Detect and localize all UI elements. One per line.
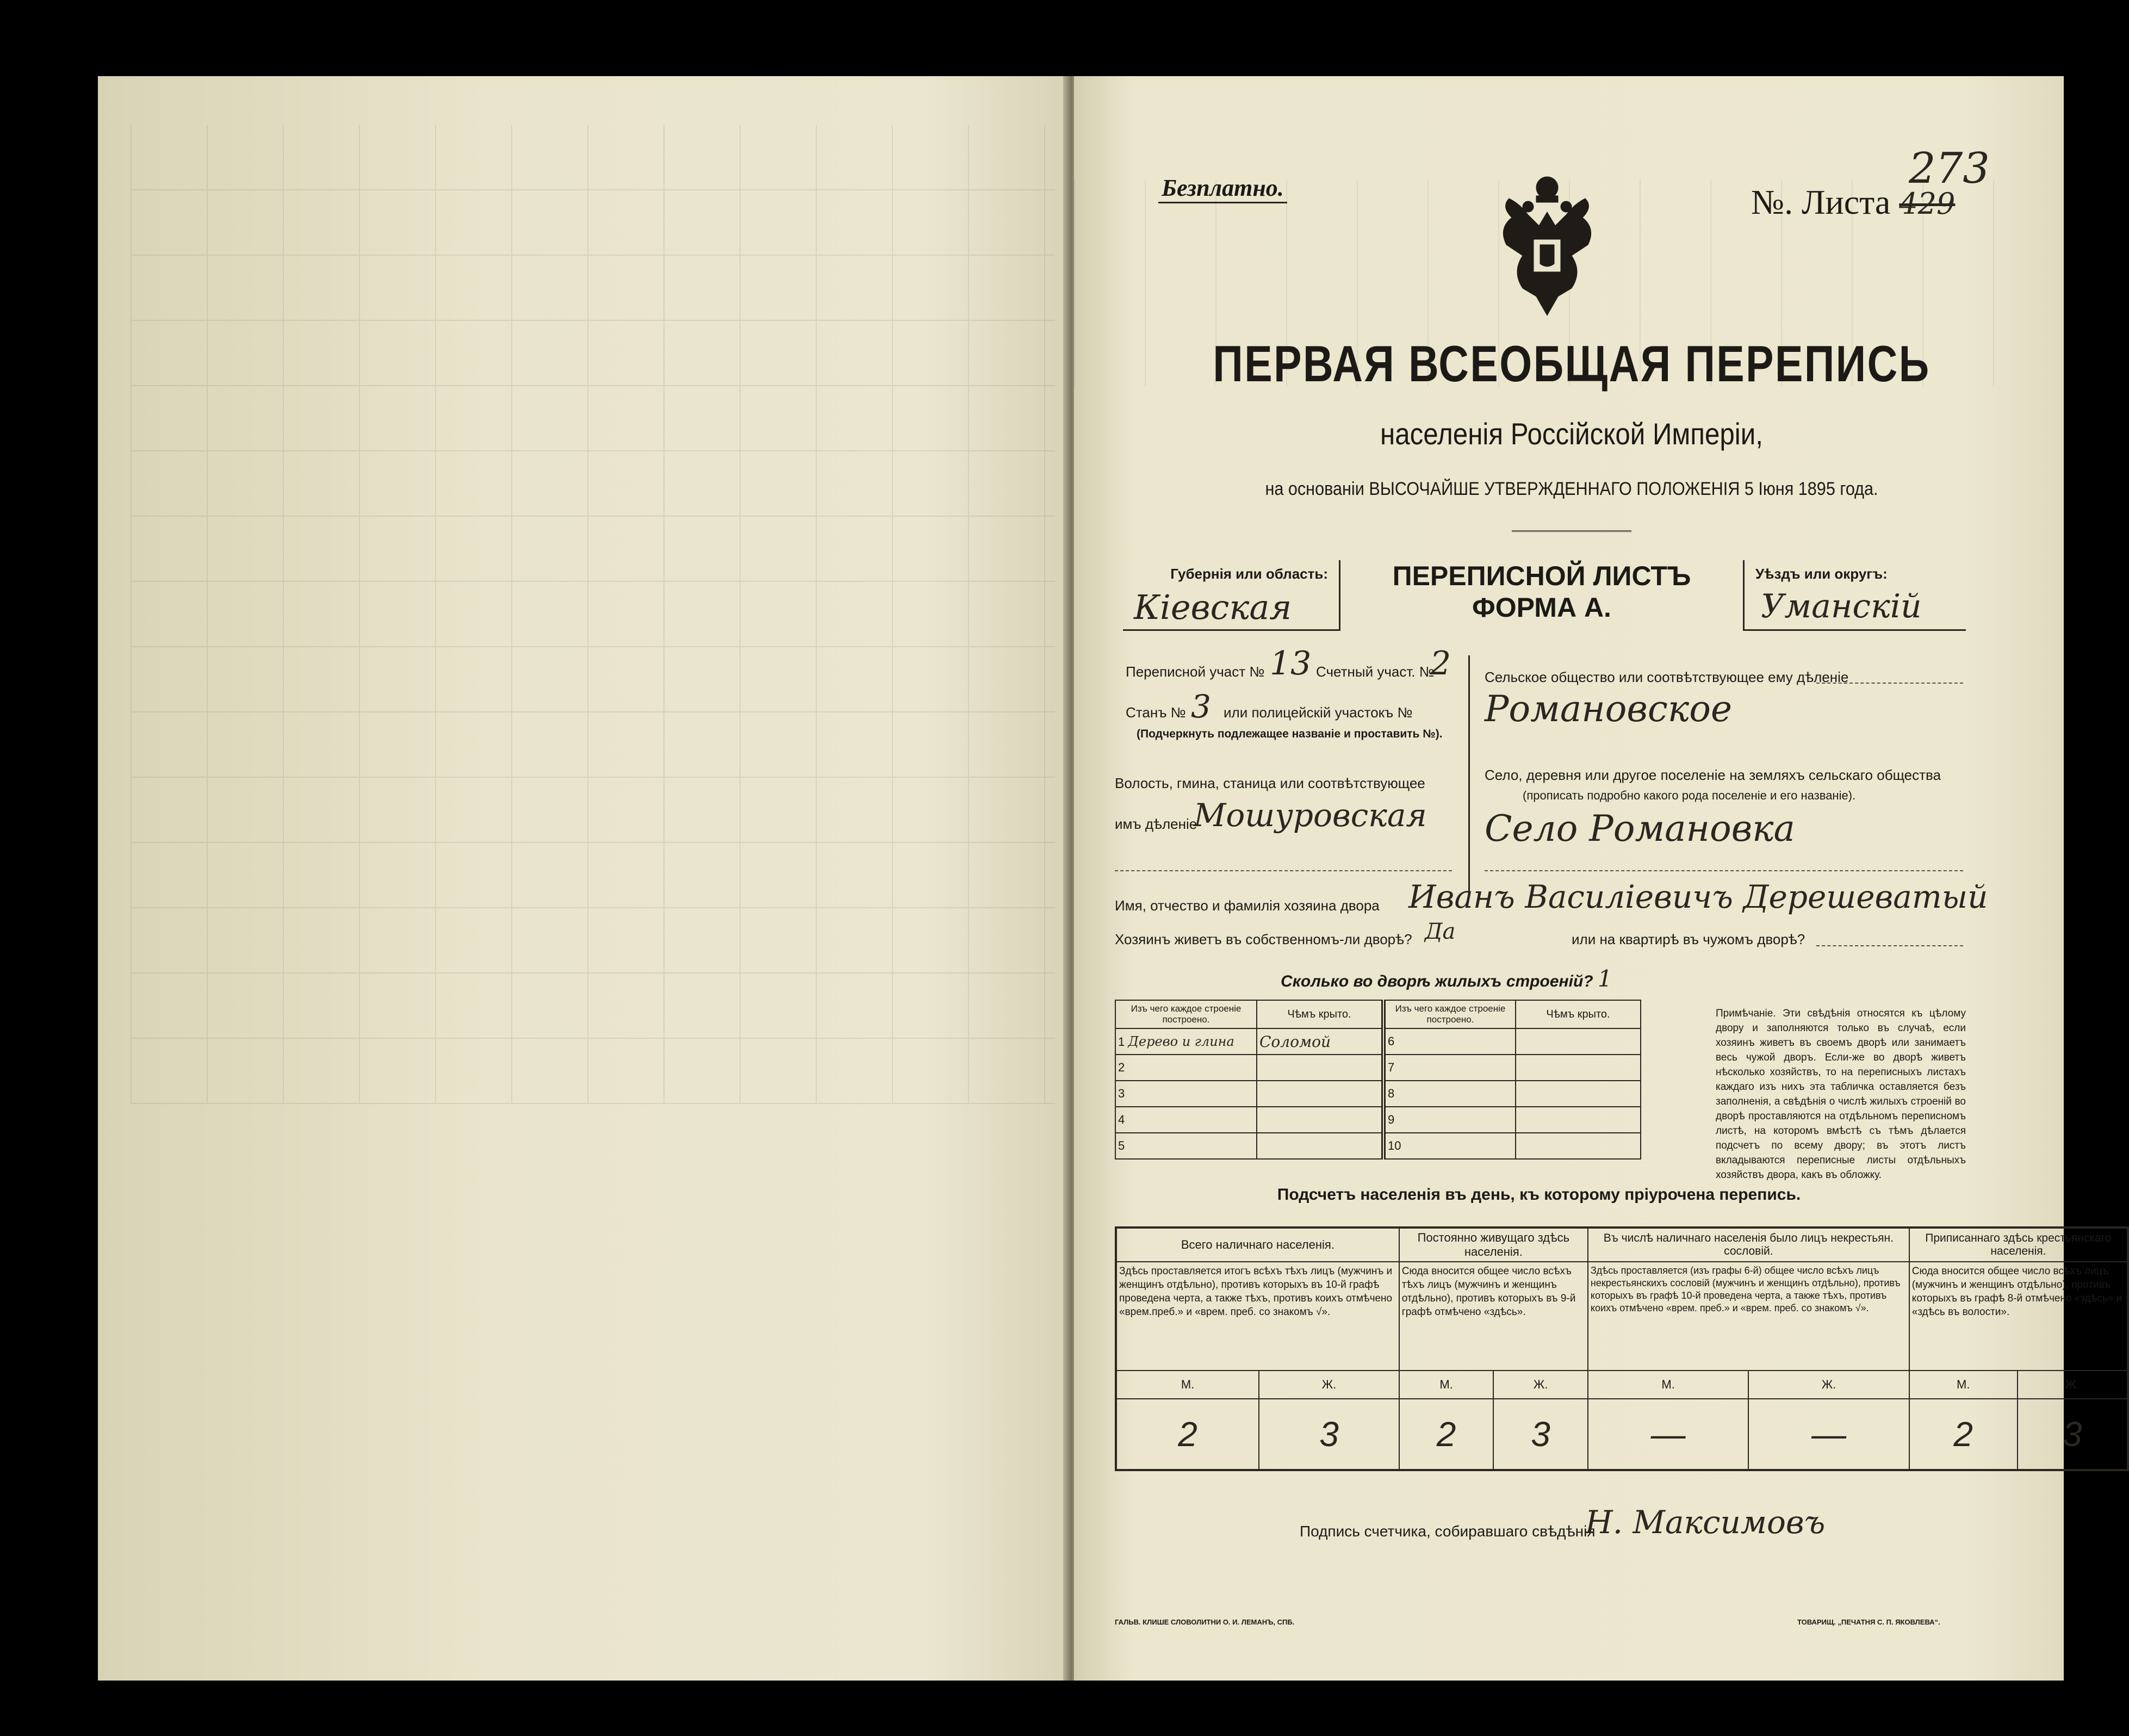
col-3-female-count: — xyxy=(1748,1399,1909,1470)
volost-label: Волость, гмина, станица или соотвѣтствующее xyxy=(1115,775,1425,791)
building-row-3: 3 8 xyxy=(1115,1081,1641,1107)
col-1-male-count: 2 xyxy=(1116,1399,1259,1470)
census-area-value: 13 xyxy=(1270,644,1312,683)
district-label: Уѣздъ или округъ: xyxy=(1755,566,1888,582)
building-row-1: 1 Дерево и глина Соломой 6 xyxy=(1115,1028,1641,1055)
society-value: Романовское xyxy=(1485,688,1733,730)
signature-value: Н. Максимовъ xyxy=(1585,1504,1826,1541)
ornament-divider xyxy=(1512,530,1631,532)
m-label: М. xyxy=(1116,1371,1259,1399)
village-value: Село Романовка xyxy=(1485,808,1795,850)
building-row-5: 5 10 xyxy=(1115,1133,1641,1159)
col-3-male-count: — xyxy=(1588,1399,1748,1470)
village-note: (прописать подробно какого рода поселеніе и его названіе). xyxy=(1523,789,1856,802)
f-label: Ж. xyxy=(1259,1371,1399,1399)
signature-label: Подпись счетчика, собиравшаго свѣдѣнія xyxy=(1300,1523,1596,1540)
underline-note: (Подчеркнуть подлежащее названіе и проставить №). xyxy=(1137,728,1443,740)
buildings-count-value: 1 xyxy=(1597,965,1612,992)
owner-lives-label: Хозяинъ живетъ въ собственномъ-ли дворѣ? xyxy=(1115,931,1412,947)
footer-left-printer: ГАЛЬВ. КЛИШЕ СЛОВОЛИТНИ О. И. ЛЕМАНЪ, СПБ. xyxy=(1115,1618,1295,1626)
province-label: Губернія или область: xyxy=(1170,566,1328,582)
census-area-label: Переписной участ № xyxy=(1126,664,1265,680)
owner-name-label: Имя, отчество и фамилія хозяина двора xyxy=(1115,897,1380,914)
building-1-material: Дерево и глина xyxy=(1128,1034,1234,1049)
owner-name-value: Иванъ Василіевичъ Дерешеватый xyxy=(1408,878,1988,915)
stan-label: Станъ № xyxy=(1126,704,1186,721)
building-row-4: 4 9 xyxy=(1115,1107,1641,1133)
summary-col-1-desc: Здѣсь проставляется итогъ всѣхъ тѣхъ лицъ (мужчинъ и женщинъ отдѣльно), противъ которыхъ въ 10-й графѣ проведена черта, а также тѣхъ, противъ коихъ отмѣчено «врем.преб.» и «врем. преб. со знакомъ √». xyxy=(1116,1262,1399,1371)
header-roof: Чѣмъ крыто. xyxy=(1257,1000,1383,1028)
province-box xyxy=(1123,560,1340,631)
society-label: Сельское общество или соотвѣтствующее ему дѣленіе xyxy=(1485,669,1849,685)
summary-col-4-desc: Сюда вносится общее число всѣхъ лицъ (мужчинъ и женщинъ отдѣльно), противъ которыхъ въ графѣ 8-й отмѣчено «здѣсь» и «здѣсь въ волости». xyxy=(1909,1262,2128,1371)
owner-rent-line xyxy=(1816,945,1963,946)
summary-col-3-head: Въ числѣ наличнаго населенія было лицъ некрестьян. сословій. xyxy=(1588,1227,1909,1262)
summary-col-1-head: Всего наличнаго населенія. xyxy=(1116,1227,1399,1262)
col-4-male-count: 2 xyxy=(1909,1399,2018,1470)
buildings-table xyxy=(1115,1000,1641,1160)
col-2-male-count: 2 xyxy=(1399,1399,1494,1470)
owner-rent-label: или на квартирѣ въ чужомъ дворѣ? xyxy=(1572,931,1805,947)
summary-col-2-head: Постоянно живущаго здѣсь населенія. xyxy=(1399,1227,1588,1262)
province-value: Кіевская xyxy=(1134,587,1292,627)
buildings-count-question: Сколько во дворѣ жилыхъ строеній? 1 xyxy=(1281,965,1612,992)
sheet-number-label: №. Листа 429 xyxy=(1751,183,1956,221)
count-area-label: Счетный участ. № xyxy=(1316,664,1435,680)
buildings-note: Примѣчаніе. Эти свѣдѣнія относятся къ цѣлому двору и заполняются только въ случаѣ, если хозяинъ живетъ въ своемъ дворѣ или занимаетъ весь чужой дворъ. Если-же во дворѣ живетъ нѣсколько хозяйствъ, то на переписныхъ листахъ каждаго изъ нихъ эта табличка оставляется безъ заполненія, а свѣдѣнія о числѣ жилыхъ строеній во дворѣ проставляются на отдѣльномъ переписномъ листѣ, на которомъ вмѣстѣ съ тѣмъ дѣлается подсчетъ по всему двору; въ этотъ листъ вкладываются переписные листы отдѣльныхъ хозяйствъ двора, какъ въ обложку. xyxy=(1716,1008,1966,1181)
sheet-title-box xyxy=(1340,555,1743,636)
volost-value: Мошуровская xyxy=(1194,797,1427,834)
legal-basis-line: на основаніи ВЫСОЧАЙШЕ УТВЕРЖДЕННАГО ПОЛОЖЕНІЯ 5 Іюня 1895 года. xyxy=(1265,479,1878,499)
double-headed-eagle-emblem xyxy=(1490,174,1604,326)
col-1-female-count: 3 xyxy=(1259,1399,1399,1470)
building-row-2: 2 7 xyxy=(1115,1055,1641,1081)
owner-lives-value: Да xyxy=(1425,919,1456,944)
village-dotted-line xyxy=(1485,870,1963,871)
field-divider xyxy=(1468,655,1470,895)
district-box xyxy=(1743,560,1966,631)
free-label: Безплатно. xyxy=(1158,174,1287,203)
sheet-title: ПЕРЕПИСНОЙ ЛИСТЪ xyxy=(1392,561,1691,591)
header-roof-2: Чѣмъ крыто. xyxy=(1516,1000,1641,1028)
summary-col-3-desc: Здѣсь проставляется (изъ графы 6-й) общее число всѣхъ лицъ некрестьянскихъ сословій (мужчинъ и женщинъ отдѣльно), противъ которыхъ въ графѣ 10-й проведена черта, а также тѣхъ, противъ коихъ отмѣчено «врем. преб.» и «врем. преб. со знакомъ √». xyxy=(1588,1262,1909,1371)
district-value: Уманскій xyxy=(1761,587,1922,625)
volost-label-2: имъ дѣленіе xyxy=(1115,816,1197,832)
census-subtitle: населенія Россійской Имперіи, xyxy=(1380,417,1763,451)
summary-col-4-head: Приписаннаго здѣсь крестьянскаго населенія. xyxy=(1909,1227,2128,1262)
left-page-show-through-grid xyxy=(131,125,1055,1104)
summary-table: Всего наличнаго населенія. Постоянно живущаго здѣсь населенія. Въ числѣ наличнаго населенія было лицъ некрестьян. сословій. Приписаннаго здѣсь крестьянскаго населенія. Здѣсь проставляется итогъ всѣхъ тѣхъ лицъ (мужчинъ и женщинъ отдѣльно), противъ которыхъ въ 10-й графѣ проведена черта, а также тѣхъ, противъ коихъ отмѣчено «врем.преб.» и «врем. преб. со знакомъ √». Сюда вносится общее число всѣхъ тѣхъ лицъ (мужчинъ и женщинъ отдѣльно), противъ которыхъ въ 9-й графѣ отмѣчено «здѣсь». Здѣсь проставляется (изъ графы 6-й) общее число всѣхъ лицъ некрестьянскихъ сословій (мужчинъ и женщинъ отдѣльно), противъ которыхъ въ графѣ 10-й проведена черта, а также тѣхъ, противъ коихъ отмѣчено «врем. преб.» и «врем. преб. со знакомъ √». Сюда вносится общее число всѣхъ лицъ (мужчинъ и женщинъ отдѣльно), противъ которыхъ въ графѣ 8-й отмѣчено «здѣсь» и «здѣсь въ волости». М. Ж. М. Ж. М. Ж. М. Ж. 2 3 2 3 — — 2 3 xyxy=(1115,1226,2129,1471)
census-main-title: ПЕРВАЯ ВСЕОБЩАЯ ПЕРЕПИСЬ xyxy=(1213,335,1931,392)
building-1-roof: Соломой xyxy=(1259,1032,1331,1051)
col-2-female-count: 3 xyxy=(1493,1399,1588,1470)
sheet-number-handwritten: 273 xyxy=(1909,144,1990,193)
summary-col-2-desc: Сюда вносится общее число всѣхъ тѣхъ лицъ (мужчинъ и женщинъ отдѣльно), противъ которыхъ въ 9-й графѣ отмѣчено «здѣсь». xyxy=(1399,1262,1588,1371)
volost-dotted-line xyxy=(1115,870,1452,871)
count-area-value: 2 xyxy=(1430,644,1451,683)
header-material: Изъ чего каждое строеніе построено. xyxy=(1115,1000,1257,1028)
form-name: ФОРМА А. xyxy=(1472,592,1611,623)
header-material-2: Изъ чего каждое строеніе построено. xyxy=(1383,1000,1516,1028)
police-label: или полицейскій участокъ № xyxy=(1224,704,1413,721)
col-4-female-count: 3 xyxy=(2018,1399,2128,1470)
summary-title: Подсчетъ населенія въ день, къ которому пріурочена перепись. xyxy=(1277,1186,1801,1204)
stan-value: 3 xyxy=(1191,688,1211,725)
village-label: Село, деревня или другое поселеніе на земляхъ сельскаго общества xyxy=(1485,767,1941,783)
sheet-number-crossed: 429 xyxy=(1899,187,1956,221)
footer-right-printer: ТОВАРИЩ. „ПЕЧАТНЯ С. П. ЯКОВЛЕВА“. xyxy=(1797,1618,1940,1626)
society-dotted-line xyxy=(1816,683,1963,684)
